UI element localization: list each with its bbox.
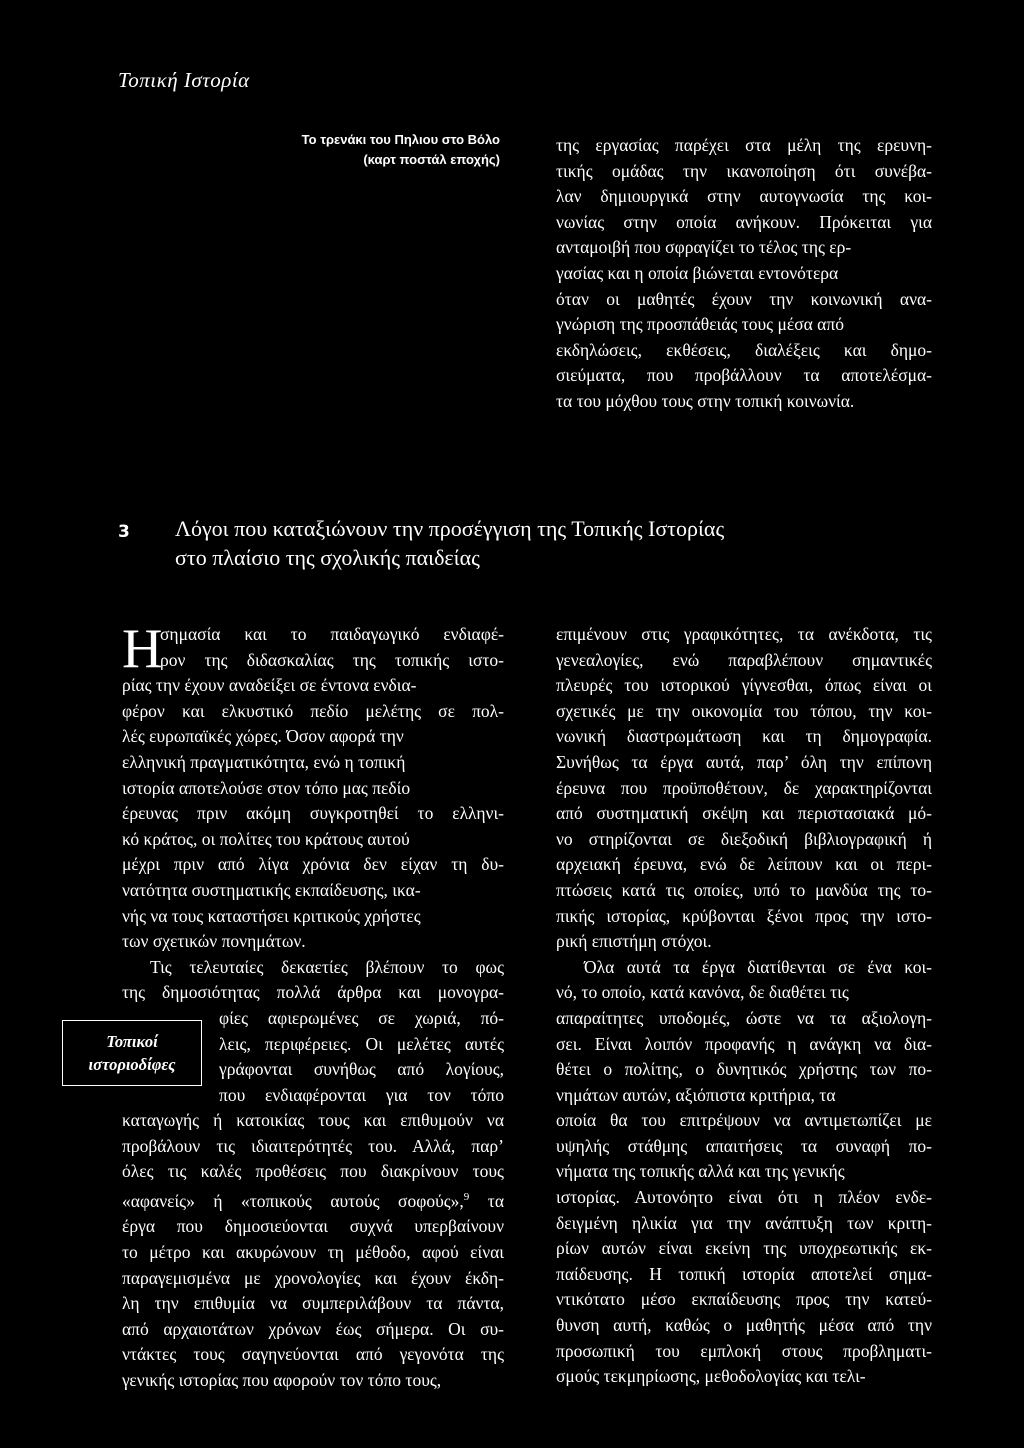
text-line: σχετικές με την οικονομία του τόπου, την κοι- <box>556 700 932 721</box>
text-line: προβάλουν τις ιδιαιτερότητές του. Αλλά, παρ’ <box>122 1135 504 1156</box>
text-line: νατότητα συστηματικής εκπαίδευσης, ικα- <box>122 879 421 900</box>
text-line: από αρχαιοτάτων χρόνων έως σήμερα. Οι συ- <box>122 1318 504 1339</box>
text-line: Συνήθως τα έργα αυτά, παρ’ όλη την επίπονη <box>556 751 932 772</box>
text-line: που ενδιαφέρονται για τον τόπο <box>219 1084 504 1105</box>
text-line: των σχετικών πονημάτων. <box>122 931 306 952</box>
text-line: εκδηλώσεις, εκθέσεις, διαλέξεις και δημο- <box>556 339 932 360</box>
left-column <box>122 618 504 1394</box>
margin-note-box <box>62 1020 202 1086</box>
footnote-reference[interactable]: 9 <box>463 1191 470 1204</box>
text-line: σημασία και το παιδαγωγικό ενδιαφέ- <box>160 624 504 644</box>
text-line: λεις, περιφέρειες. Οι μελέτες αυτές <box>219 1033 504 1054</box>
text-line: σει. Είναι λοιπόν προφανής η ανάγκη να δια- <box>556 1033 932 1054</box>
right-column <box>556 622 932 1390</box>
section-title-line-1: Λόγοι που καταξιώνουν την προσέγγιση της Τοπικής Ιστορίας <box>175 516 725 541</box>
text-line: οποία θα του επιτρέψουν να αντιμετωπίζει με <box>556 1110 932 1131</box>
text-line: όλες τις καλές προθέσεις που διακρίνουν τους <box>122 1161 504 1182</box>
running-head: Τοπική Ιστορία <box>118 68 250 92</box>
caption-line-2: (καρτ ποστάλ εποχής) <box>363 152 500 167</box>
text-line: γράφονται συνήθως από λογίους, <box>219 1059 504 1080</box>
image-caption <box>240 130 500 170</box>
section-title <box>175 514 724 572</box>
text-line: ρον της διδασκαλίας της τοπικής ιστο- <box>160 649 504 670</box>
text-line: γενικής ιστορίας που αφορούν τον τόπο τους, <box>122 1370 442 1391</box>
text-line: προσωπική του εμπλοκή στους προβληματι- <box>556 1340 932 1361</box>
text-line: καταγωγής ή κατοικίας τους και επιθυμούν να <box>122 1110 504 1131</box>
text-line: Όλα αυτά τα έργα διατίθενται σε ένα κοι- <box>584 956 932 977</box>
text-line: ρίας την έχουν αναδείξει σε έντονα ενδια- <box>122 675 417 696</box>
text-line: λές ευρωπαϊκές χώρες. Όσον αφορά την <box>122 726 404 747</box>
text-line: επιμένουν στις γραφικότητες, τα ανέκδοτα, τις <box>556 624 932 644</box>
text-line: ιστορία αποτελούσε στον τόπο μας πεδίο <box>122 777 411 798</box>
text-line: νο στηρίζονται σε διεξοδική βιβλιογραφική ή <box>556 828 932 849</box>
text-line: τα του μόχθου τους στην τοπική κοινωνία. <box>556 390 855 411</box>
text-line: πτώσεις κατά τις οποίες, υπό το μανδύα της το- <box>556 879 932 900</box>
text-line: θέτει ο πολίτης, ο δυνητικός χρήστης των πο- <box>556 1059 932 1080</box>
text-line: έργα που δημοσιεύονται συχνά υπερβαίνουν <box>122 1216 504 1237</box>
text-line: νημάτων αυτών, αξιόπιστα κριτήρια, τα <box>556 1084 836 1105</box>
text-line: νό, το οποίο, κατά κανόνα, δε διαθέτει τις <box>556 982 849 1003</box>
text-line: νωνική διαστρωμάτωση και τη δημογραφία. <box>556 726 932 747</box>
margin-note-line-2: ιστοριοδίφες <box>88 1055 176 1074</box>
text-line: θυνση αυτή, καθώς ο μαθητής μέσα από την <box>556 1315 932 1336</box>
text-line: ρική επιστήμη στόχοι. <box>556 931 712 952</box>
text-line: φίες αφιερωμένες σε χωριά, πό- <box>219 1007 504 1028</box>
text-line: υψηλής στάθμης απαιτήσεις τα συναφή πο- <box>556 1135 932 1156</box>
top-column <box>556 133 932 415</box>
caption-line-1: Το τρενάκι του Πηλιου στο Βόλο <box>301 132 500 147</box>
text-line: αρχειακή έρευνα, ενώ δε λείπουν και οι περι- <box>556 854 932 875</box>
text-line: παραγεμισμένα με χρονολογίες και έχουν έκδη- <box>122 1267 504 1288</box>
text-line: παίδευσης. Η τοπική ιστορία αποτελεί σημα- <box>556 1263 932 1284</box>
text-line: λαν δημιουργικά στην αυτογνωσία της κοι- <box>556 186 932 207</box>
text-fragment: «αφανείς» ή «τοπικούς αυτούς σοφούς», <box>122 1190 464 1211</box>
text-line: ντάκτες τους σαγηνεύονται από γεγονότα της <box>122 1344 504 1365</box>
text-line: νήματα της τοπικής αλλά και της γενικής <box>556 1161 845 1182</box>
text-line: απαραίτητες υποδομές, ώστε να τα αξιολογη- <box>556 1007 932 1028</box>
text-line-with-footnote <box>122 1185 504 1214</box>
text-line: δειγμένη ηλικία για την ανάπτυξη των κριτη- <box>556 1212 932 1233</box>
text-line: της δημοσιότητας πολλά άρθρα και μονογρα- <box>122 982 504 1003</box>
text-line: πλευρές του ιστορικού γίγνεσθαι, όπως είναι οι <box>556 675 932 696</box>
text-line: ιστορίας. Αυτονόητο είναι ότι η πλέον ενδε- <box>556 1187 932 1208</box>
text-line: το μέτρο και ακυρώνουν τη μέθοδο, αφού είναι <box>122 1242 504 1263</box>
drop-cap: Η <box>122 618 163 680</box>
text-line: από συστηματική σκέψη και περιστασιακά μό- <box>556 803 932 824</box>
section-title-line-2: στο πλαίσιο της σχολικής παιδείας <box>175 545 480 570</box>
text-line: λη την επιθυμία να συμπεριλάβουν τα πάντα, <box>122 1293 504 1314</box>
text-line: Τις τελευταίες δεκαετίες βλέπουν το φως <box>150 956 504 977</box>
text-line: φέρον και ελκυστικό πεδίο μελέτης σε πολ- <box>122 700 504 721</box>
text-line: της εργασίας παρέχει στα μέλη της ερευνη- <box>556 135 932 155</box>
section-number: 3 <box>118 522 130 542</box>
text-line: γασίας και η οποία βιώνεται εντονότερα <box>556 262 839 283</box>
text-line: πικής ιστορίας, κρύβονται ξένοι προς την ιστο- <box>556 905 932 926</box>
text-line: μέχρι πριν από λίγα χρόνια δεν είχαν τη δυ- <box>122 854 504 875</box>
text-line: ντικότατο μέσο εκπαίδευσης προς την κατεύ- <box>556 1289 932 1310</box>
text-line: όταν οι μαθητές έχουν την κοινωνική ανα- <box>556 288 932 309</box>
text-line: έρευνα που προϋποθέτουν, δε χαρακτηρίζονται <box>556 777 932 798</box>
text-line: σμούς τεκμηρίωσης, μεθοδολογίας και τελι- <box>556 1366 866 1387</box>
text-line: νωνίας στην οποία ανήκουν. Πρόκειται για <box>556 211 932 232</box>
text-line: ελληνική πραγματικότητα, ενώ η τοπική <box>122 751 406 772</box>
text-line: νής να τους καταστήσει κριτικούς χρήστες <box>122 905 421 926</box>
margin-note-line-1: Τοπικοί <box>106 1032 158 1051</box>
text-line: γνώριση της προσπάθειάς τους μέσα από <box>556 314 844 335</box>
text-fragment: τα <box>469 1190 504 1211</box>
text-line: σιεύματα, που προβάλλουν τα αποτελέσμα- <box>556 365 932 386</box>
text-line: ανταμοιβή που σφραγίζει το τέλος της ερ- <box>556 237 852 258</box>
text-line: γενεαλογίες, ενώ παραβλέπουν σημαντικές <box>556 649 932 670</box>
text-line: τικής ομάδας την ικανοποίηση ότι συνέβα- <box>556 160 932 181</box>
text-line: έρευνας πριν ακόμη συγκροτηθεί το ελληνι- <box>122 803 504 824</box>
text-line: κό κράτος, οι πολίτες του κράτους αυτού <box>122 828 410 849</box>
text-line: ρίων αυτών είναι εκείνη της υποχρεωτικής εκ- <box>556 1238 932 1259</box>
